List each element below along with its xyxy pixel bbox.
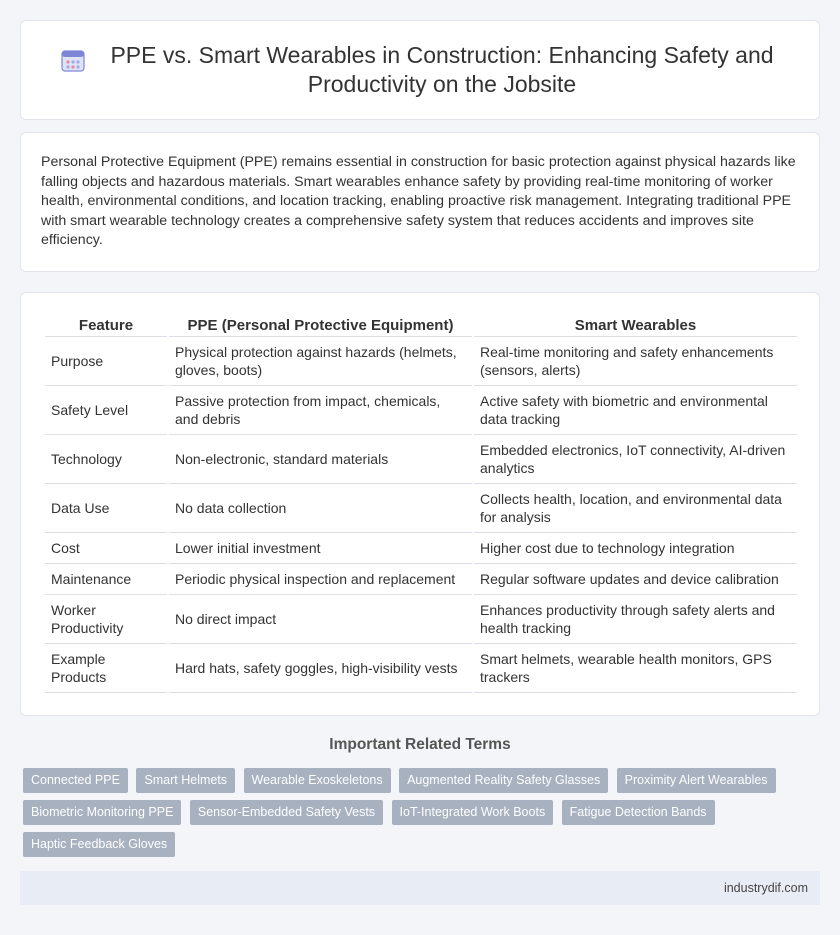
footer (20, 871, 820, 905)
related-term-tag[interactable]: Fatigue Detection Bands (562, 800, 715, 825)
comparison-table (43, 305, 799, 693)
related-term-tag[interactable]: Biometric Monitoring PPE (23, 800, 181, 825)
related-term-tag[interactable]: Connected PPE (23, 768, 128, 793)
feature-cell: Data Use (45, 484, 167, 533)
page-title: PPE vs. Smart Wearables in Construction: Enhancing Safety and Productivity on the Jobsite (110, 42, 774, 97)
ppe-cell: No direct impact (169, 595, 472, 644)
related-term-tag[interactable]: Sensor-Embedded Safety Vests (190, 800, 383, 825)
table-row (45, 533, 797, 564)
footer-source[interactable]: industrydif.com (723, 881, 808, 895)
table-row (45, 644, 797, 693)
related-term-tag[interactable]: Smart Helmets (136, 768, 235, 793)
ppe-cell: Physical protection against hazards (helmets, gloves, boots) (169, 337, 472, 386)
smart-wearables-cell: Smart helmets, wearable health monitors, GPS trackers (474, 644, 797, 693)
ppe-cell: Passive protection from impact, chemicals, and debris (169, 386, 472, 435)
ppe-cell: Periodic physical inspection and replacement (169, 564, 472, 595)
table-row (45, 337, 797, 386)
header-ppe: PPE (Personal Protective Equipment) (169, 305, 472, 337)
feature-cell: Example Products (45, 644, 167, 693)
intro-card (20, 132, 820, 272)
related-term-tag[interactable]: Haptic Feedback Gloves (23, 832, 175, 857)
related-terms-heading: Important Related Terms (329, 736, 511, 753)
smart-wearables-cell: Embedded electronics, IoT connectivity, AI-driven analytics (474, 435, 797, 484)
table-header-row (45, 305, 797, 337)
related-term-tag[interactable]: Wearable Exoskeletons (244, 768, 391, 793)
feature-cell: Maintenance (45, 564, 167, 595)
smart-wearables-cell: Active safety with biometric and environmental data tracking (474, 386, 797, 435)
feature-cell: Worker Productivity (45, 595, 167, 644)
table-row (45, 386, 797, 435)
ppe-cell: No data collection (169, 484, 472, 533)
related-terms-list (23, 768, 783, 864)
smart-wearables-cell: Higher cost due to technology integration (474, 533, 797, 564)
smart-wearables-cell: Real-time monitoring and safety enhancements (sensors, alerts) (474, 337, 797, 386)
table-row (45, 484, 797, 533)
comparison-card (20, 292, 820, 716)
smart-wearables-cell: Regular software updates and device calibration (474, 564, 797, 595)
related-term-tag[interactable]: Augmented Reality Safety Glasses (399, 768, 608, 793)
table-row (45, 595, 797, 644)
smart-wearables-cell: Enhances productivity through safety alerts and health tracking (474, 595, 797, 644)
title-card (20, 20, 820, 120)
related-term-tag[interactable]: Proximity Alert Wearables (617, 768, 776, 793)
header-smart-wearables: Smart Wearables (474, 305, 797, 337)
related-term-tag[interactable]: IoT-Integrated Work Boots (392, 800, 554, 825)
feature-cell: Purpose (45, 337, 167, 386)
ppe-cell: Hard hats, safety goggles, high-visibility vests (169, 644, 472, 693)
table-row (45, 435, 797, 484)
feature-cell: Safety Level (45, 386, 167, 435)
calendar-icon (60, 47, 86, 73)
ppe-cell: Non-electronic, standard materials (169, 435, 472, 484)
table-row (45, 564, 797, 595)
feature-cell: Technology (45, 435, 167, 484)
smart-wearables-cell: Collects health, location, and environmental data for analysis (474, 484, 797, 533)
feature-cell: Cost (45, 533, 167, 564)
ppe-cell: Lower initial investment (169, 533, 472, 564)
header-feature: Feature (45, 305, 167, 337)
intro-paragraph: Personal Protective Equipment (PPE) remains essential in construction for basic protection against physical hazards like falling objects and hazardous materials. Smart wearables enhance safety by providing real-time monitoring of worker health, environmental conditions, and location tracking, enabling proactive risk management. Integrating traditional PPE with smart wearable technology creates a comprehensive safety system that reduces accidents and improves site efficiency. (41, 154, 796, 249)
